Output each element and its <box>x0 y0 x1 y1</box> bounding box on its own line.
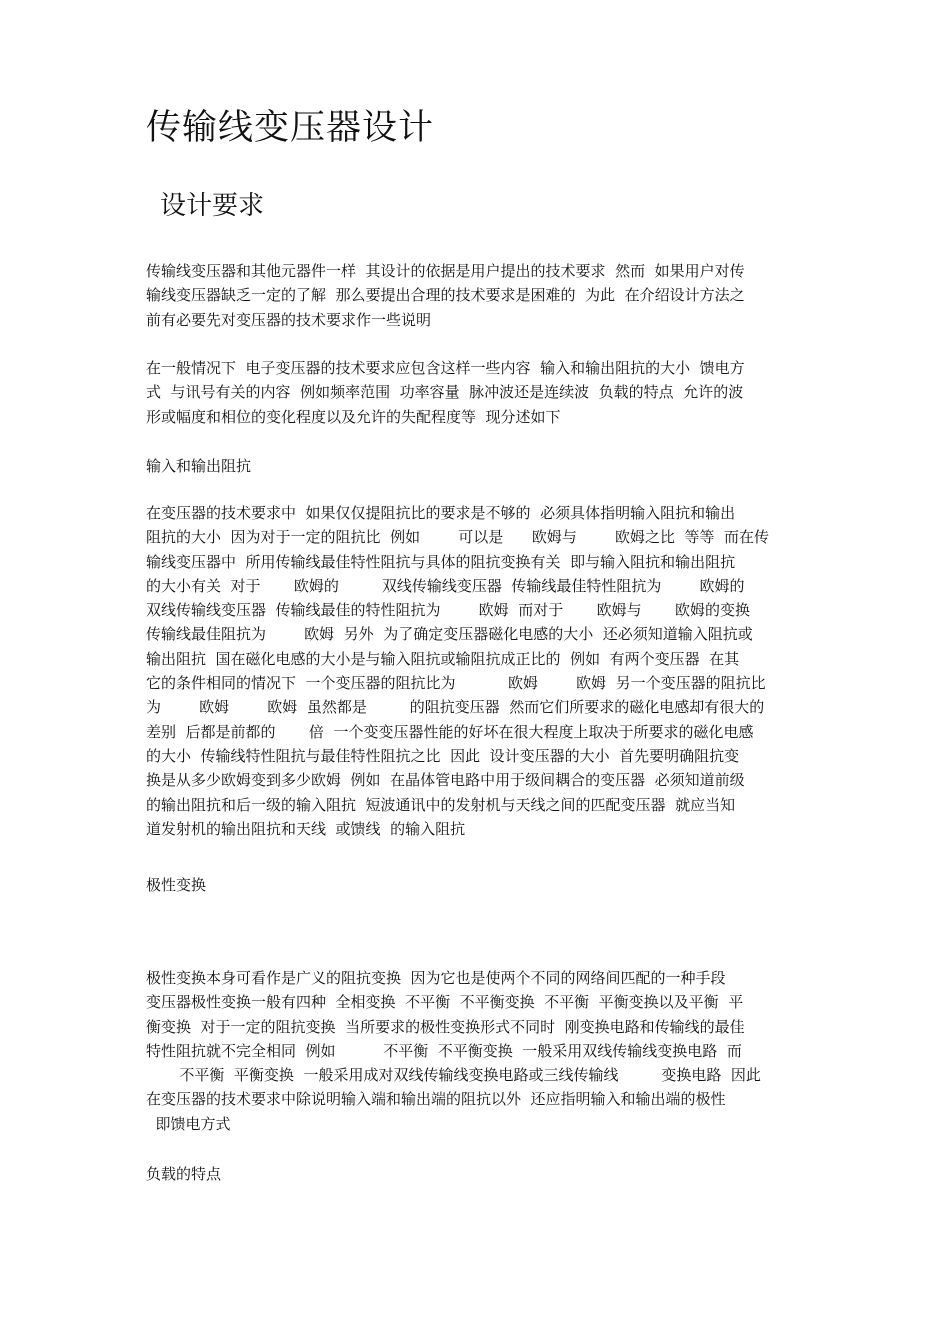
paragraph-intro <box>146 259 816 332</box>
text-line: 输出阻抗 国在磁化电感的大小是与输入阻抗或输阻抗成正比的 例如 有两个变压器 在其 <box>146 649 740 668</box>
text-line: 在一般情况下 电子变压器的技术要求应包含这样一些内容 输入和输出阻抗的大小 馈电方 <box>146 359 745 377</box>
text-line: 为 欧姆 欧姆 虽然都是 的阻抗变压器 然而它们所要求的磁化电感却有很大的 <box>146 698 765 717</box>
text-line: 传输线变压器和其他元器件一样 其设计的依据是用户提出的技术要求 然而 如果用户对传 <box>146 262 745 280</box>
text-line: 极性变换本身可看作是广义的阻抗变换 因为它也是使两个不同的网络间匹配的一种手段 <box>146 969 726 987</box>
text-line: 换是从多少欧姆变到多少欧姆 例如 在晶体管电路中用于级间耦合的变压器 必须知道前级 <box>146 771 745 790</box>
text-line: 的输出阻抗和后一级的输入阻抗 短波通讯中的发射机与天线之间的匹配变压器 就应当知 <box>146 795 736 814</box>
section-title-design-requirements: 设计要求 <box>160 191 265 221</box>
text-line: 在变压器的技术要求中除说明输入端和输出端的阻抗以外 还应指明输入和输出端的极性 <box>146 1090 726 1109</box>
heading-load-characteristics: 负载的特点 <box>146 1165 222 1183</box>
paragraph-general <box>146 356 816 429</box>
text-line: 的大小 传输线特性阻抗与最佳特性阻抗之比 因此 设计变压器的大小 首先要明确阻抗变 <box>146 746 740 765</box>
text-line: 输线变压器缺乏一定的了解 那么要提出合理的技术要求是困难的 为此 在介绍设计方法之 <box>146 286 745 305</box>
document-title: 传输线变压器设计 <box>146 108 435 148</box>
text-line: 不平衡 平衡变换 一般采用成对双线传输线变换电路或三线传输线 变换电路 因此 <box>146 1066 761 1085</box>
text-line: 前有必要先对变压器的技术要求作一些说明 <box>146 310 432 329</box>
text-line: 差别 后都是前都的 倍 一个变变压器性能的好坏在很大程度上取决于所要求的磁化电感 <box>146 722 754 741</box>
text-line: 它的条件相同的情况下 一个变压器的阻抗比为 欧姆 欧姆 另一个变压器的阻抗比 <box>146 674 766 693</box>
heading-polarity-conversion: 极性变换 <box>146 876 207 894</box>
text-line: 衡变换 对于一定的阻抗变换 当所要求的极性变换形式不同时 刚变换电路和传输线的最佳 <box>146 1017 745 1036</box>
paragraph-impedance <box>146 501 816 841</box>
text-line: 输线变压器中 所用传输线最佳特性阻抗与具体的阻抗变换有关 即与输入阻抗和输出阻抗 <box>146 552 736 571</box>
text-line: 式 与讯号有关的内容 例如频率范围 功率容量 脉冲波还是连续波 负载的特点 允许的波 <box>146 383 744 402</box>
text-line: 变压器极性变换一般有四种 全相变换 不平衡 不平衡变换 不平衡 平衡变换以及平衡 平 <box>146 993 744 1012</box>
text-line: 阻抗的大小 因为对于一定的阻抗比 例如 可以是 欧姆与 欧姆之比 等等 而在传 <box>146 528 770 547</box>
text-line: 道发射机的输出阻抗和天线 或馈线 的输入阻抗 <box>146 819 466 838</box>
text-line: 在变压器的技术要求中 如果仅仅提阻抗比的要求是不够的 必须具体指明输入阻抗和输出 <box>146 504 736 522</box>
heading-input-output-impedance: 输入和输出阻抗 <box>146 457 252 475</box>
text-line: 即馈电方式 <box>146 1114 231 1133</box>
text-line: 传输线最佳阻抗为 欧姆 另外 为了确定变压器磁化电感的大小 还必须知道输入阻抗或 <box>146 625 753 644</box>
text-line: 形或幅度和相位的变化程度以及允许的失配程度等 现分述如下 <box>146 407 561 426</box>
text-line: 的大小有关 对于 欧姆的 双线传输线变压器 传输线最佳特性阻抗为 欧姆的 <box>146 576 745 595</box>
text-line: 双线传输线变压器 传输线最佳的特性阻抗为 欧姆 而对于 欧姆与 欧姆的变换 <box>146 601 750 620</box>
paragraph-polarity <box>146 966 816 1136</box>
text-line: 特性阻抗就不完全相同 例如 不平衡 不平衡变换 一般采用双线传输线变换电路 而 <box>146 1041 742 1060</box>
